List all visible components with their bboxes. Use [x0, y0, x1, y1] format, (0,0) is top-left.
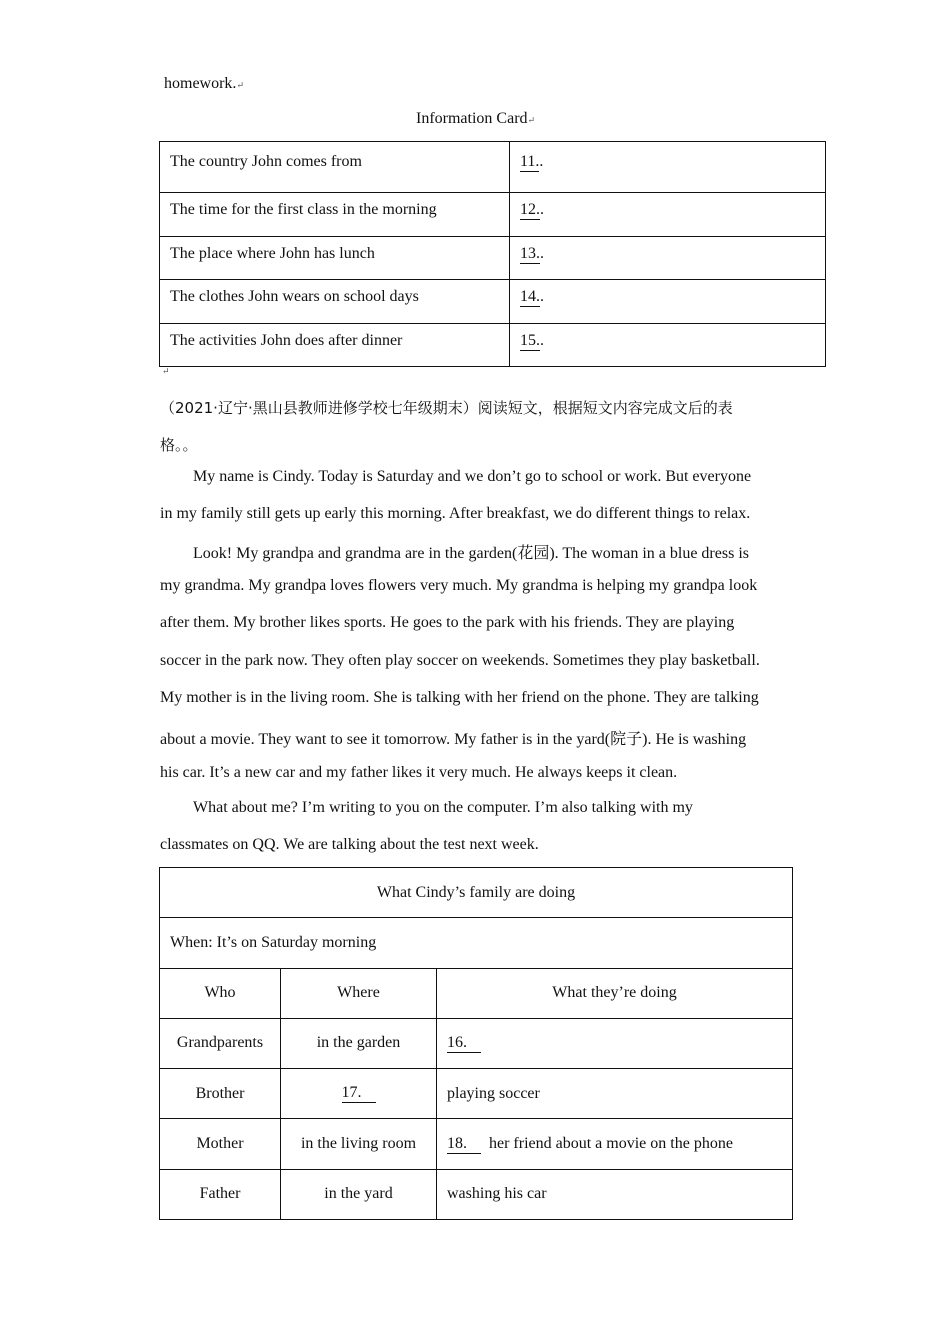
- question-header-line-2: 格。。: [160, 436, 198, 454]
- info-answer-cell[interactable]: [510, 142, 826, 193]
- passage-line: My mother is in the living room. She is talking with her friend on the phone. They are talking: [160, 689, 759, 706]
- table-row: [160, 1018, 793, 1068]
- blank-trailer: .: [540, 201, 544, 219]
- doing-cell[interactable]: [437, 1119, 793, 1169]
- blank-trailer: .: [540, 288, 544, 306]
- table-when-row: [160, 918, 793, 968]
- answer-blank-14[interactable]: 14.: [520, 288, 540, 306]
- info-answer-cell[interactable]: [510, 193, 826, 236]
- paragraph-mark: ↵: [162, 366, 170, 376]
- card-title: Information Card↵: [416, 110, 536, 127]
- table-row: [160, 1119, 793, 1169]
- passage-line: my grandma. My grandpa loves flowers very much. My grandma is helping my grandpa look: [160, 577, 758, 594]
- passage-line: soccer in the park now. They often play soccer on weekends. Sometimes they play basketball.: [160, 652, 760, 669]
- info-label: The place where John has lunch: [160, 236, 510, 279]
- doing-cell[interactable]: [437, 1018, 793, 1068]
- info-label: The country John comes from: [160, 142, 510, 193]
- where-cell: in the garden: [281, 1018, 437, 1068]
- answer-blank-12[interactable]: 12.: [520, 201, 540, 219]
- info-label: The time for the first class in the morning: [160, 193, 510, 236]
- info-answer-cell[interactable]: [510, 280, 826, 323]
- answer-blank-17[interactable]: 17.: [342, 1084, 376, 1103]
- top-fragment: homework.↵: [164, 75, 244, 92]
- table-row: [160, 236, 826, 279]
- info-label: The activities John does after dinner: [160, 323, 510, 366]
- where-cell: in the yard: [281, 1169, 437, 1219]
- family-table-title: What Cindy’s family are doing: [160, 868, 793, 918]
- table-row: [160, 193, 826, 236]
- blank-trailer: .: [540, 331, 544, 349]
- family-activity-table: [159, 867, 793, 1220]
- column-header-who: Who: [160, 968, 281, 1018]
- table-row: [160, 323, 826, 366]
- answer-blank-18[interactable]: 18.: [447, 1135, 481, 1154]
- who-cell: Grandparents: [160, 1018, 281, 1068]
- passage-line: his car. It’s a new car and my father likes it very much. He always keeps it clean.: [160, 764, 678, 781]
- answer-blank-16[interactable]: 16.: [447, 1034, 481, 1053]
- table-header-row: [160, 968, 793, 1018]
- who-cell: Father: [160, 1169, 281, 1219]
- info-label: The clothes John wears on school days: [160, 280, 510, 323]
- column-header-doing: What they’re doing: [437, 968, 793, 1018]
- passage-line: after them. My brother likes sports. He goes to the park with his friends. They are playing: [160, 614, 735, 631]
- passage-line: What about me? I’m writing to you on the computer. I’m also talking with my: [193, 799, 693, 816]
- column-header-where: Where: [281, 968, 437, 1018]
- doing-rest-text: her friend about a movie on the phone: [489, 1134, 733, 1152]
- table-title-row: [160, 868, 793, 918]
- table-row: [160, 142, 826, 193]
- passage-line: My name is Cindy. Today is Saturday and we don’t go to school or work. But everyone: [193, 468, 752, 485]
- where-cell[interactable]: [281, 1069, 437, 1119]
- passage-line: in my family still gets up early this morning. After breakfast, we do different things to relax.: [160, 505, 751, 522]
- table-row: [160, 1169, 793, 1219]
- information-card-table: [159, 141, 826, 367]
- blank-trailer: .: [540, 244, 544, 262]
- question-header-line-1: （2021·辽宁·黑山县教师进修学校七年级期末）阅读短文，根据短文内容完成文后的表: [160, 399, 733, 417]
- info-answer-cell[interactable]: [510, 323, 826, 366]
- who-cell: Brother: [160, 1069, 281, 1119]
- table-row: [160, 280, 826, 323]
- family-table-when: When: It’s on Saturday morning: [160, 918, 793, 968]
- answer-blank-15[interactable]: 15.: [520, 331, 540, 349]
- doing-cell: washing his car: [437, 1169, 793, 1219]
- info-answer-cell[interactable]: [510, 236, 826, 279]
- answer-blank-13[interactable]: 13.: [520, 244, 540, 262]
- doing-cell: playing soccer: [437, 1069, 793, 1119]
- who-cell: Mother: [160, 1119, 281, 1169]
- passage-line: Look! My grandpa and grandma are in the garden(花园). The woman in a blue dress is: [193, 545, 749, 562]
- table-row: [160, 1069, 793, 1119]
- where-cell: in the living room: [281, 1119, 437, 1169]
- answer-blank-11[interactable]: 11.: [520, 153, 540, 170]
- passage-line: about a movie. They want to see it tomorrow. My father is in the yard(院子). He is washing: [160, 731, 747, 748]
- blank-trailer: .: [539, 153, 544, 170]
- passage-line: classmates on QQ. We are talking about the test next week.: [160, 836, 539, 853]
